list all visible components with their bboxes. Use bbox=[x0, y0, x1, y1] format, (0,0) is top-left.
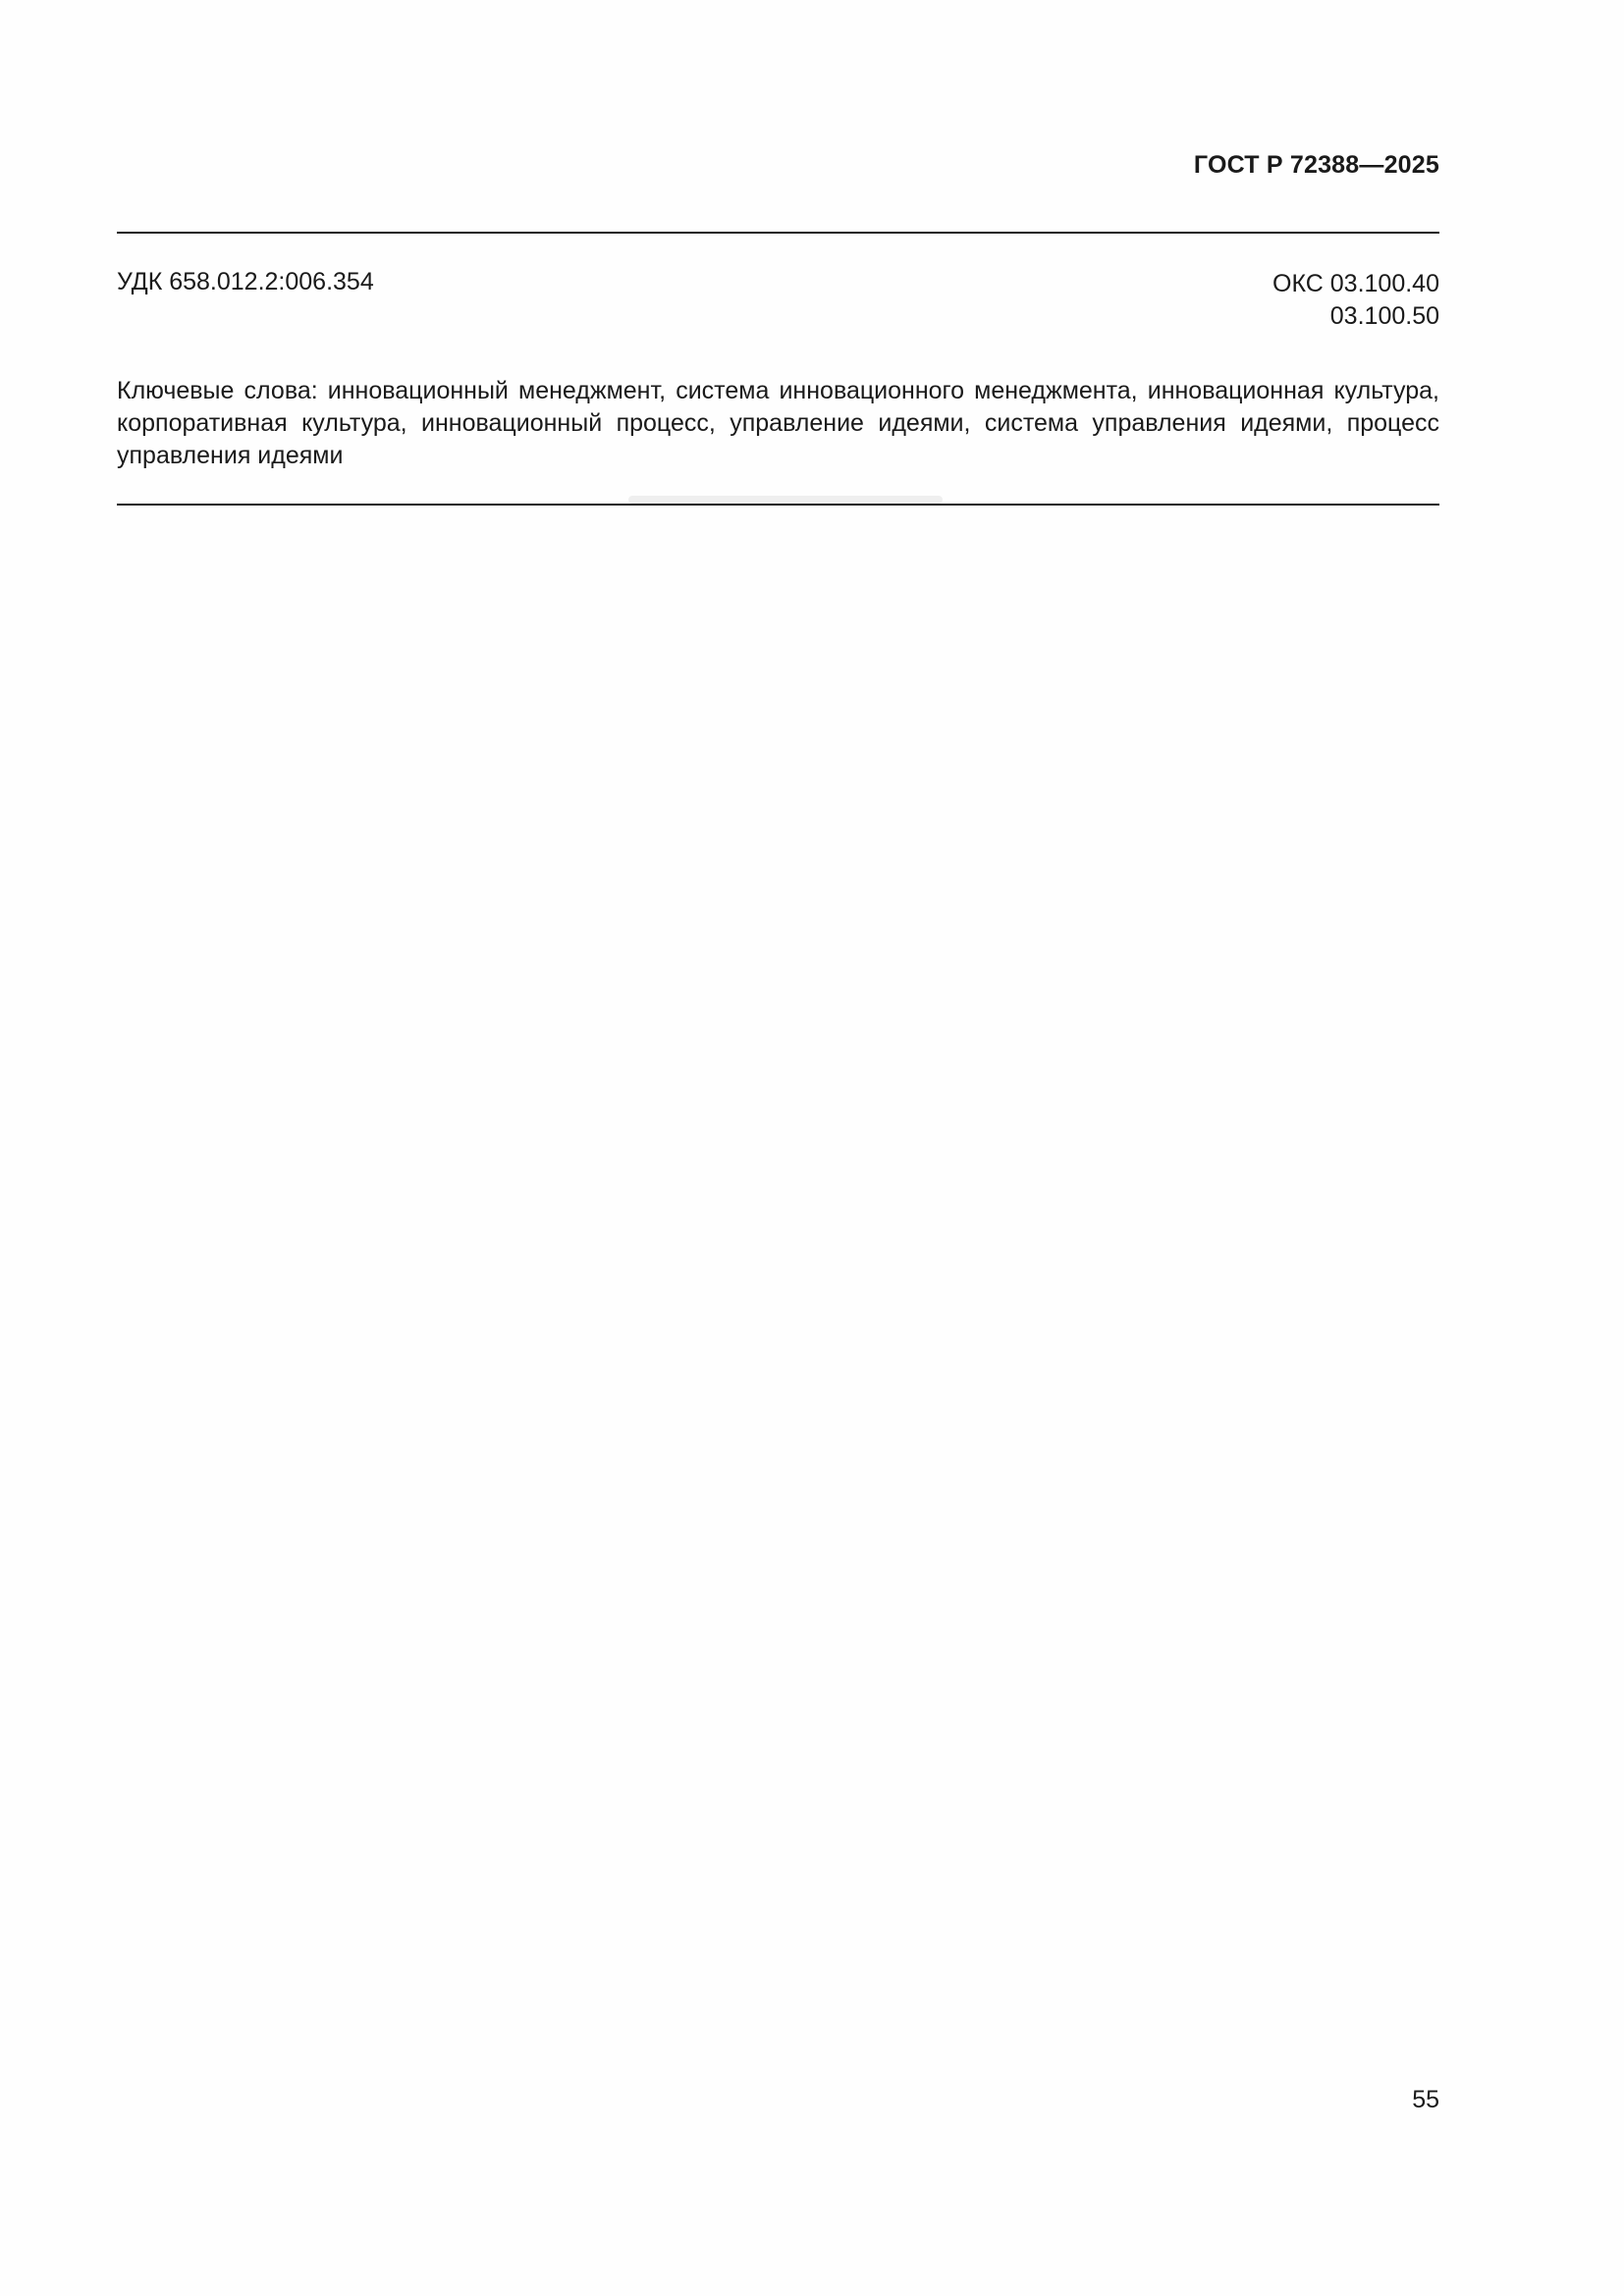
top-divider bbox=[117, 232, 1439, 234]
standard-identifier: ГОСТ Р 72388—2025 bbox=[1193, 151, 1439, 179]
faint-watermark bbox=[628, 496, 943, 504]
udk-code: УДК 658.012.2:006.354 bbox=[117, 268, 374, 295]
oks-code-line-1: ОКС 03.100.40 bbox=[1272, 270, 1439, 297]
oks-code-line-2: 03.100.50 bbox=[1329, 302, 1439, 330]
page-number: 55 bbox=[1412, 2086, 1439, 2113]
oks-codes bbox=[1272, 268, 1439, 333]
bottom-divider bbox=[117, 504, 1439, 506]
keywords-paragraph: Ключевые слова: инновационный менеджмент, система инновационного менеджмента, инновационная культура, корпоративная культура, инновационный процесс, управление идеями, система управления идеями, процесс управления идеями bbox=[117, 377, 1439, 469]
